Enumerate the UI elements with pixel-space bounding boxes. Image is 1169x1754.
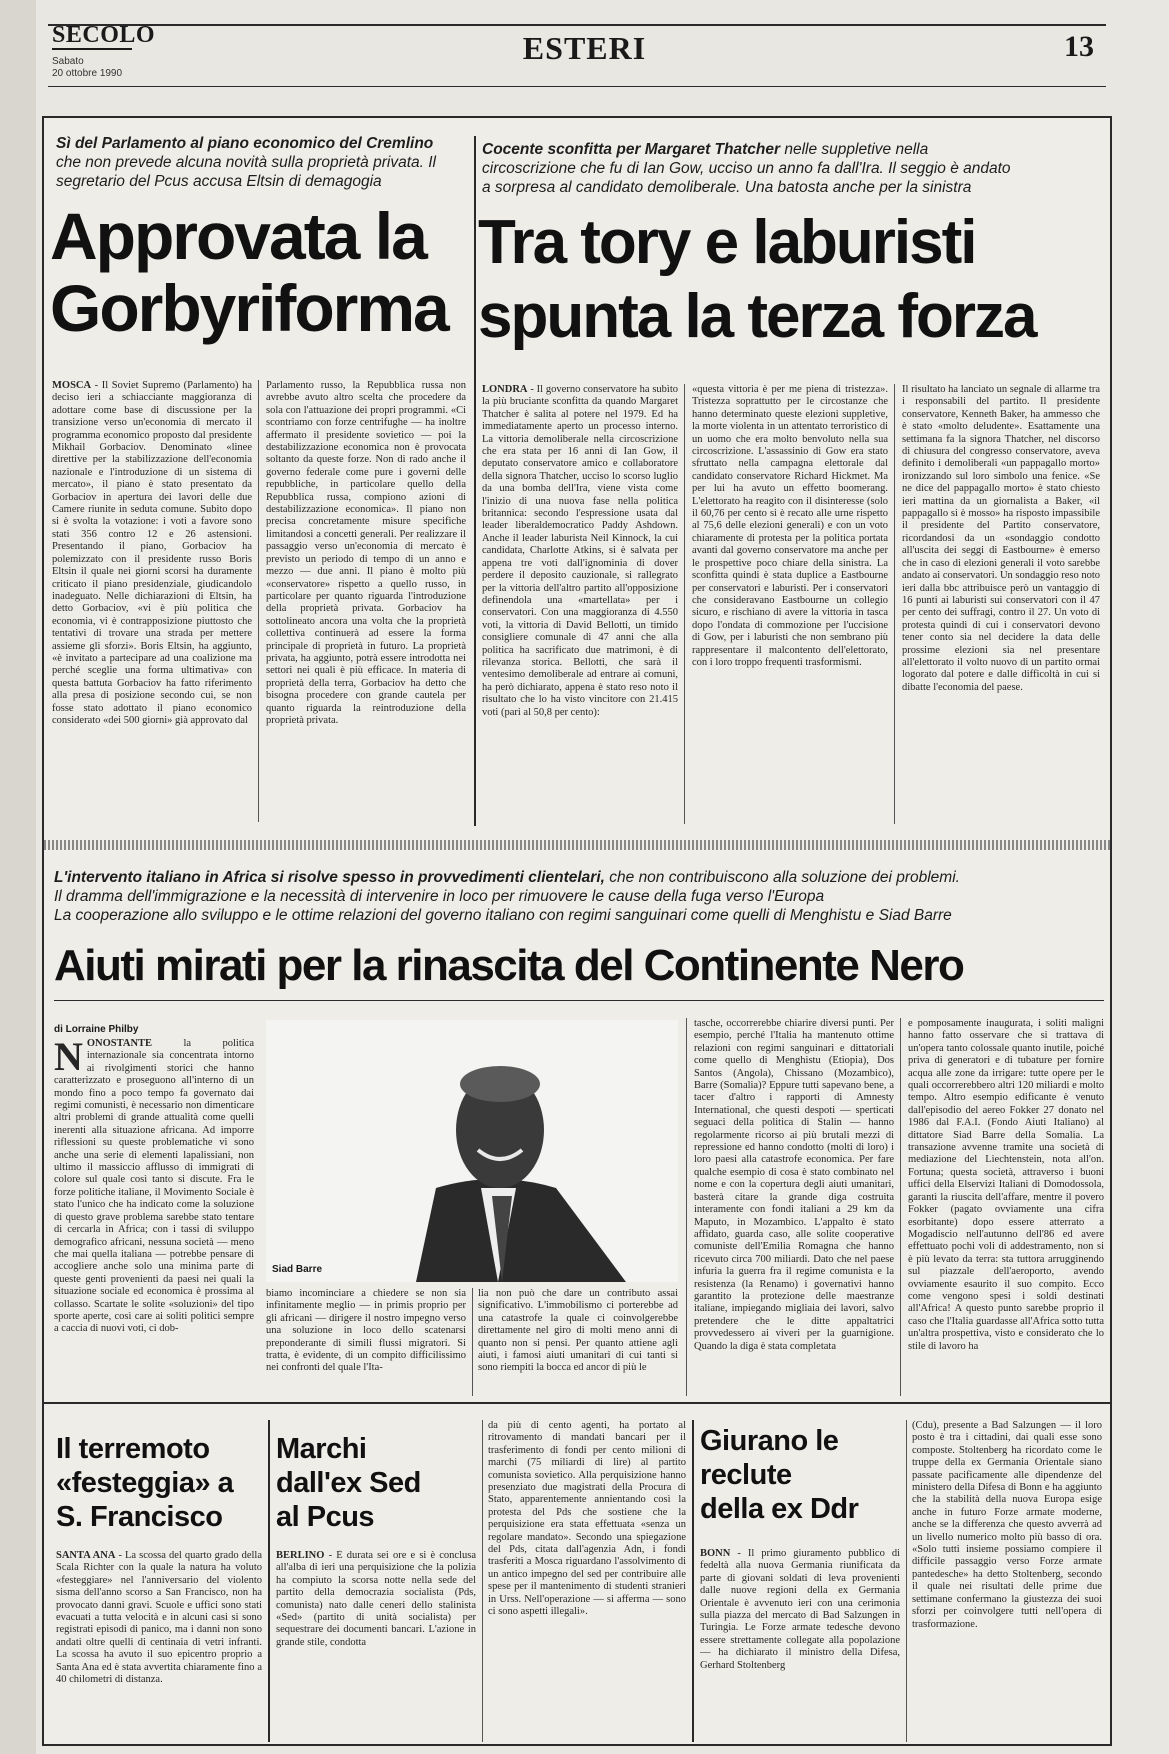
brief2-text2: da più di cento agenti, ha portato al ritrovamento di mandati bancari per il trasferimento di fondi per cento milioni di marchi (75 miliardi di lire) al partito comunista sovietico. Alla perquisizione hanno presenziato due magistrati della Procura di Stato, apparentemente annientando così la protesta del Pds che sostiene che la perquisizione era stata effettuata «senza un regolare mandato». Secondo una spiegazione del Pds, citata dall'agenzia Adn, i fondi trasferiti a Mosca riguardano l'assolvimento di un antico impegno del sed per contribuire alle spese per il mantenimento di studenti stranieri in Urss. Nell'operazione — si afferma — sono ci sono aspetti illegali». — [488, 1420, 686, 1618]
brief2-dateline: BERLINO — [276, 1550, 325, 1561]
story2-kicker — [482, 140, 1022, 197]
story3-column-2 — [266, 1288, 466, 1396]
brief2-column-rule — [482, 1420, 483, 1742]
story2-headline-line1: Tra tory e laburisti — [478, 208, 976, 277]
brief2-body-col1: BERLINO - È durata sei ore e si è conclusa all'alba di ieri una perquisizione che la polizia ha compiuto la scorsa notte nella sede del partito della democrazia socialista (Pds, comunista) nato dalle ceneri dello stalinista «Sed» (partito di unità socialista) per sequestrare dei documenti bancari. L'azione in grande stile, condotta — [276, 1550, 476, 1648]
story2-column-3-text: Il risultato ha lanciato un segnale di allarme tra i responsabili del partito. Il presidente conservatore, Kenneth Baker, ha ammesso che è stato «molto deludente». Esattamente una settimana fa la signora Thatcher, nel discorso di chiusura del congresso conservatore, aveva definito i demoliberali «un pappagallo morto» ironizzando sul loro simbolo una fenice. «Se ne dice del pappagallo morto» è stato chiesto ieri mattina da un giornalista a Baker, «il pappagallo si è mosso» ha risposto impassibile il presidente del Partito conservatore, ricordandosi da un «sondaggio condotto all'uscita dei seggi di Eastbourne» è emerso che in caso di elezioni generali il voto sarebbe andato ai conservatori. Un sondaggio reso noto ieri dalla bbc attribuisce però un vantaggio di 16 punti ai laburisti sui conservatori con il 47 per cento dei suffragi, contro il 27. Un voto di protesta quindi di cui i conservatori devono tener conto sia nel decidere la data delle prossime elezioni sia nel presentare all'elettorato il volto nuovo di un partito ormai logorato dal potere e dalle difficoltà in cui si dibatte l'economia del paese. — [902, 384, 1100, 693]
story3-byline: di Lorraine Philby — [54, 1024, 139, 1035]
story2-dateline: LONDRA — [482, 384, 528, 395]
story1-headline-line2: Gorbyriforma — [50, 271, 448, 345]
brief3-column-rule — [906, 1420, 907, 1742]
brief3-text: Il primo giuramento pubblico di fedeltà alla nuova Germania riunificata da parte di giovani soldati di leva provenienti dalle nuove regioni della ex Germania Orientale è avvenuto ieri con una cerimonia sulla piazza del mercato di Bad Salzungen in Turingia. Le Forze armate tedesche devono essere strettamente collegate alla popolazione — ha dichiarato il ministro della Difesa, Gerhard Stoltenberg — [700, 1548, 900, 1671]
brief3-title-line3: della ex Ddr — [700, 1493, 859, 1525]
section-divider — [44, 840, 1110, 850]
brief1-title-line1: Il terremoto — [56, 1433, 210, 1465]
story1-column-rule — [258, 380, 259, 822]
brief2-title-line3: al Pcus — [276, 1501, 375, 1533]
story1-kicker-bold: Sì del Parlamento al piano economico del Cremlino — [56, 135, 434, 152]
story3-column-2-text: biamo incominciare a chiedere se non sia infinitamente meglio — in primis proprio per gli africani — dirigere il nostro impegno verso una soluzione in loco dello scatenarsi preponderante di simili flussi migratori. Si tratta, è evidente, di un compito difficilissimo nei confronti del quale l'Ita- — [266, 1288, 466, 1374]
story1-column-1-text: Il Soviet Supremo (Parlamento) ha deciso ieri a schiacciante maggioranza di adottare come base di discussione per la transizione verso un'economia di mercato il programma economico proposto dal presidente Mikhail Gorbaciov. Denominato «linee direttive per la stabilizzazione dell'economia nazionale e l'introduzione di un sistema di mercato», il piano è stato presentato da Gorbaciov in apertura dei lavori delle due Camere riunite in seduta comune. Subito dopo si è svolta la votazione: i voti a favore sono stati 356 contro 12 e 26 astensioni. Presentando il piano, Gorbaciov ha polemizzato con il presidente russo Boris Eltsin il quale nei giorni scorsi ha duramente criticato il piano presidenziale, giudicandolo inadeguato. Nelle dichiarazioni di Eltsin, ha detto Gorbaciov, «vi è più politica che economia, vi è contrapposizione piuttosto che tentativi di trovare una strada per mettere assieme gli sforzi». Boris Eltsin, ha aggiunto, «è invitato a partecipare ad una coalizione ma perché sceglie una forma ultimativa» con questa battuta Gorbaciov ha fatto riferimento alla presa di posizione secondo cui, se non fosse stato adottato il piano economico considerato «dei 500 giorni» già approvato dal — [52, 380, 252, 726]
story1-kicker — [56, 134, 456, 191]
story3-dropcap: N — [54, 1038, 83, 1079]
brief1-title-line3: S. Francisco — [56, 1501, 223, 1533]
page-number: 13 — [1064, 30, 1094, 63]
story1-headline-line1: Approvata la — [50, 199, 426, 273]
story3-kicker-line2: Il dramma dell'immigrazione e la necessità di intervenire in loco per rimuovere le cause della fuga verso l'Europa — [54, 888, 825, 905]
page-edge — [0, 0, 36, 1754]
brief3-body-col1: BONN - Il primo giuramento pubblico di fedeltà alla nuova Germania riunificata da parte di giovani soldati di leva provenienti dalle nuove regioni della ex Germania Orientale è avvenuto ieri con una cerimonia sulla piazza del mercato di Bad Salzungen in Turingia. Le Forze armate tedesche devono essere strettamente collegate alla popolazione — ha dichiarato il ministro della Difesa, Gerhard Stoltenberg — [700, 1548, 900, 1671]
story1-column-2 — [266, 380, 466, 822]
story3-column-1 — [54, 1038, 254, 1396]
story1-headline — [50, 200, 470, 344]
story2-column-1: LONDRA - Il governo conservatore ha subìto la più bruciante sconfitta da quando Margaret Thatcher è salita al potere nel 1979. Ed ha immediatamente aperto un processo interno. La vittoria demoliberale nella circoscrizione che era stata per 16 anni di Ian Gow, il deputato conservatore amico e collaboratore della signora Thatcher, ucciso lo scorso luglio da una bomba dell'Ira, viene vista come l'inizio di una nuova fase nella politica britannica: secondo l'espressione usata dal leader liberaldemocratico Paddy Ashdown. Anche il leader laburista Neil Kinnock, la cui candidata, Charlotte Atkins, si è salvata per appena tre voti dall'ignominia di dover perdere il deposito cauzionale, si rallegrato per la vittoria dell'altro partito all'opposizione definendola una «martellata» per i conservatori. Con una maggioranza di 4.550 voti, la vittoria di David Bellotti, un timido consigliere comunale di 47 anni che alla politica ha sacrificato due matrimoni, è di rilevanza storica. Bellotti, che sarà il ventesimo demoliberale ad entrare ai comuni, ha però dichiarato, appena è stato reso noto il risultato che lo ha visto vincitore con 21.415 voti (pari al 50,8 per cento): — [482, 384, 678, 718]
brief3-body-col2 — [912, 1420, 1102, 1738]
masthead-logo: SECOLO — [52, 22, 156, 48]
brief3-title-line1: Giurano le — [700, 1425, 839, 1457]
briefs-top-rule — [44, 1402, 1110, 1404]
brief2-title-line1: Marchi — [276, 1433, 367, 1465]
story3-column-3 — [478, 1288, 678, 1396]
story3-headline: Aiuti mirati per la rinascita del Continente Nero — [54, 941, 964, 990]
story1-kicker-rest: che non prevede alcuna novità sulla proprietà privata. Il segretario del Pcus accusa Eltsin di demagogia — [56, 154, 436, 190]
story2-kicker-bold: Cocente sconfitta per Margaret Thatcher — [482, 141, 781, 158]
story3-kicker-line1 — [54, 868, 1104, 887]
story1-dateline: MOSCA — [52, 380, 92, 391]
story2-column-1-text: Il governo conservatore ha subìto la più bruciante sconfitta da quando Margaret Thatcher è salita al potere nel 1979. Ed ha immediatamente aperto un processo interno. La vittoria demoliberale nella circoscrizione che era stata per 16 anni di Ian Gow, il deputato conservatore amico e collaboratore della signora Thatcher, ucciso lo scorso luglio da una bomba dell'Ira, viene vista come l'inizio di una nuova fase nella politica britannica: secondo l'espressione usata dal leader liberaldemocratico Paddy Ashdown. Anche il leader laburista Neil Kinnock, la cui candidata, Charlotte Atkins, si è salvata per appena tre voti dall'ignominia di dover perdere il deposito cauzionale, si rallegrato per la vittoria dell'altro partito all'opposizione definendola una «martellata» per i conservatori. Con una maggioranza di 4.550 voti, la vittoria di David Bellotti, un timido consigliere comunale di 47 anni che alla politica ha sacrificato due matrimoni, è di rilevanza storica. Bellotti, che sarà il ventesimo demoliberale ad entrare ai comuni, ha però dichiarato, appena è stato reso noto il risultato che lo ha visto vincitore con 21.415 voti (pari al 50,8 per cento): — [482, 384, 678, 718]
section-title: ESTERI — [522, 30, 647, 66]
brief3-title-line2: reclute — [700, 1459, 792, 1491]
story3-kicker-line1-bold: L'intervento italiano in Africa si risolve spesso in provvedimenti clientelari, — [54, 869, 605, 886]
brief3-text2: (Cdu), presente a Bad Salzungen — il loro posto è tra i cittadini, dai quali esse sono composte. Stoltenberg ha ricordato come le truppe della ex Germania Orientale siano passate pacificamente alle dipendenze del ministero della Difesa di Bonn e ha aggiunto che la stabilità della nuova Europa esige anche in futuro Forze armate moderne, anche se la differenza che questo avverrà ad un livello numerico molto più basso di ora. «Solo tutti insieme possiamo compiere il difficile passaggio verso Forze armate pantedesche» ha detto Stoltenberg, secondo il quale nei risultati delle prime due settimane confermano la giustezza dei suoi sforzi per coinvolgere tutti nell'opera di trasformazione. — [912, 1420, 1102, 1630]
brief1-text: La scossa del quarto grado della Scala Richter con la quale la natura ha voluto «festeggiare» nel l'anniversario del violento sisma dell'anno scorso a San Francisco, non ha provocato danni gravi. Scuole e uffici sono stati evacuati a tutta velocità e in alcuni casi si sono registrati episodi di panico, ma i danni non sono andati oltre quelli di centinaia di vetri infranti. La scossa ha avuto il suo epicentro proprio a Santa Ana ed è stata avvertita chiaramente fino a 40 chilometri di distanza. — [56, 1550, 262, 1686]
story3-lead-word: ONOSTANTE — [86, 1038, 153, 1049]
portrait-illustration — [266, 1020, 678, 1282]
story3-column-rule-3 — [900, 1018, 901, 1396]
story3-column-5 — [908, 1018, 1104, 1396]
brief2-title-line2: dall'ex Sed — [276, 1467, 421, 1499]
story3-headline-rule — [54, 1000, 1104, 1001]
story3-column-rule-2 — [686, 1018, 687, 1396]
brief3-title — [700, 1424, 900, 1526]
story2-column-rule-2 — [894, 384, 895, 824]
story3-kicker — [54, 868, 1104, 925]
brief1-body: SANTA ANA - La scossa del quarto grado della Scala Richter con la quale la natura ha voluto «festeggiare» nel l'anniversario del violento sisma dell'anno scorso a San Francisco, non ha provocato danni gravi. Scuole e uffici sono stati evacuati a tutta velocità e in alcuni casi si sono registrati episodi di panico, ma i danni non sono andati oltre quelli di centinaia di vetri infranti. La scossa ha avuto il suo epicentro proprio a Santa Ana ed è stata avvertita chiaramente fino a 40 chilometri di distanza. — [56, 1550, 262, 1686]
story2-column-2 — [692, 384, 888, 824]
story1-column-2-text: Parlamento russo, la Repubblica russa non avrebbe avuto altro scelta che procedere da sola con l'attuazione dei propri programmi. «Ci scontriamo con forze centrifughe — ha inoltre affermato il presidente sovietico — poi la destabilizzazione economica non è provocata soltanto da queste forze. Non di rado anche il governo federale come pure i governi delle repubbliche, in particolare quello della Repubblica russa, compiono azioni di destabilizzazione economica». Il piano non precisa concretamente misure specifiche limitandosi a concetti generali. Per realizzare il passaggio verso un'economia di mercato è previsto un periodo di tempo di un anno e mezzo — due anni. Il piano è molto più «conservatore» rispetto a quello russo, in particolare per quanto riguarda l'introduzione della proprietà privata. Gorbaciov ha sottolineato ancora una volta che la proprietà collettiva continuerà ad essere la forma principale di proprietà in futuro. La proprietà privata, ha aggiunto, potrà essere introdotta nei settori nei quali è più efficace. In materia di proprietà della terra, Gorbaciov ha detto che bisogna procedere con grande cautela per quanto riguarda la reintroduzione della proprietà privata. — [266, 380, 466, 726]
story3-column-rule-1 — [472, 1288, 473, 1396]
story3-kicker-line1-rest: che non contribuiscono alla soluzione dei problemi. — [609, 869, 960, 886]
story-divider — [474, 136, 476, 826]
brief2-body-col2 — [488, 1420, 686, 1738]
story2-column-3 — [902, 384, 1100, 824]
brief1-dateline: SANTA ANA — [56, 1550, 116, 1561]
brief2-text: È durata sei ore e si è conclusa all'alba di ieri una perquisizione che la polizia ha compiuto la scorsa notte nella sede del partito della democrazia socialista (Pds, comunista) nato dalle ceneri dello stalinista «Sed» (partito di unità socialista) per sequestrare dei documenti bancari. L'azione in grande stile, condotta — [276, 1550, 476, 1648]
siad-barre-photo — [266, 1020, 678, 1282]
brief1-title — [56, 1432, 266, 1534]
story3-column-4 — [694, 1018, 894, 1396]
photo-caption: Siad Barre — [272, 1264, 323, 1275]
masthead-date-value: 20 ottobre 1990 — [52, 68, 123, 79]
brief-divider-1 — [268, 1420, 270, 1742]
story3-column-3-text: lia non può che dare un contributo assai significativo. L'immobilismo ci porterebbe ad una catastrofe la quale ci coinvolgerebbe direttamente nel giro di molti meno anni di quanto non si pensi. Per quanto attiene agli aiuti, i famosi aiuti umanitari di cui tanti si sono riempiti la bocca ed ancor di più le — [478, 1288, 678, 1374]
brief3-dateline: BONN — [700, 1548, 731, 1559]
story3-column-4-text: tasche, occorrerebbe chiarire diversi punti. Per esempio, perché l'Italia ha mantenuto ottime relazioni con regimi sanguinari e dittatoriali come quello di Menghistu (Etiopia), Dos Santos (Angola), Chissano (Mozambico), Barre (Somalia)? Eppure tutti sapevano bene, a tacer d'altro i rapporti di Amnesty International, che questi despoti — sperticati seguaci della politica di Stalin — hanno regolarmente ricorso ai più brutali mezzi di repressione ed hanno condotto (molti di loro) i loro paesi alla catastrofe economica. Per fare qualche esempio di cosa è stato combinato nel nome e con la copertura degli aiuti umanitari, basterà citare la grande diga costruita interamente con fondi italiani a 29 km da Maputo, in Mozambico. L'appalto è stato affidato, guarda caso, alle solite cooperative comuniste dell'Emilia Romagna che hanno ricevuto circa 700 miliardi. Dato che nel paese infuria la guerra fra il regime comunista e la resistenza (la Renamo) i governativi hanno garantito la protezione delle maestranze italiane, impiegando migliaia dei lavori, salvo pretendere che le ditte appaltatrici provvedessero ai viveri per la guarnigione. Quando la diga è stata completata — [694, 1018, 894, 1352]
story2-kicker-rest: nelle suppletive nella circoscrizione che fu di Ian Gow, ucciso un anno fa dall'Ira. Il seggio è andato a sorpresa al candidato demoliberale. Una batosta anche per la sinistra — [482, 141, 1011, 196]
brief2-title — [276, 1432, 476, 1534]
story3-column-1-text: la politica internazionale sia concentrata intorno ai rivolgimenti storici che hanno caratterizzato e proseguono all'interno di un mondo fino a poco tempo fa governato dai regimi comunisti, è necessario non dimenticare altri problemi di grande attualità come quelli inerenti alla situazione africana. Ad imporre riflessioni su queste problematiche vi sono anche una serie di elementi lapalissiani, non ultimo il massiccio afflusso di immigrati di colore sul quale così tanto si discute. Fra le forze politiche italiane, il Movimento Sociale è stato l'unico che ha indicato come la soluzione di questo grave problema sarebbe stato tentare di cercarla in Africa; con i tassi di sviluppo demografico africani, nessuna società — meno che mai quella italiana — potrebbe pensare di accogliere anche solo una minima parte di queste genti provenienti da paesi nei quali la situazione sociale ed economica è prossima al collasso. Scartate le solite «soluzioni» del tipo sporte aperte, così care ai soliti politici sempre a caccia di nuovi voti, ci dob- — [54, 1038, 254, 1335]
brief-divider-2 — [692, 1420, 694, 1742]
masthead-bottom-rule — [48, 86, 1106, 87]
masthead-top-rule — [48, 24, 1106, 26]
story1-column-1: MOSCA - Il Soviet Supremo (Parlamento) ha deciso ieri a schiacciante maggioranza di adottare come base di discussione per la transizione verso un'economia di mercato il programma economico proposto dal presidente Mikhail Gorbaciov. Denominato «linee direttive per la stabilizzazione dell'economia nazionale e l'introduzione di un sistema di mercato», il piano è stato presentato da Gorbaciov in apertura dei lavori delle due Camere riunite in seduta comune. Subito dopo si è svolta la votazione: i voti a favore sono stati 356 contro 12 e 26 astensioni. Presentando il piano, Gorbaciov ha polemizzato con il presidente russo Boris Eltsin il quale nei giorni scorsi ha duramente criticato il piano presidenziale, giudicandolo inadeguato. Nelle dichiarazioni di Eltsin, ha detto Gorbaciov, «vi è più politica che economia, vi è contrapposizione piuttosto che tentativi di trovare una strada per mettere assieme gli sforzi». Boris Eltsin, ha aggiunto, «è invitato a partecipare ad una coalizione ma perché sceglie una forma ultimativa» con questa battuta Gorbaciov ha fatto riferimento alla presa di posizione secondo cui, se non fosse stato adottato il piano economico considerato «dei 500 giorni» già approvato dal — [52, 380, 252, 726]
story2-headline-line2: spunta la terza forza — [478, 282, 1036, 351]
story2-column-rule-1 — [684, 384, 685, 824]
story3-column-5-text: e pomposamente inaugurata, i soliti maligni hanno fatto osservare che si trattava di un'opera tanto colossale quanto inutile, poiché priva di generatori e di tubature per fornire acqua alle zone da irrigare: tutte opere per le quali occorrerebbero altri 120 miliardi e molto tempo. Altro esempio edificante è venuto dall'episodio del aereo Fokker 27 donato nel 1986 dal F.A.I. (Fondo Aiuti Italiano) al dittatore Siad Barre della Somalia. La transazione avvenne tramite una società di mediazione del Liechtenstein, nota all'on. Fortuna; questa società, attraverso i buoni uffici della Elservizi Italiani di Domodossola, garantì la riuscita dell'affare, mentre il povero Fokker (pagato ovviamente una cifra esorbitante) dopo essere atterrato a Mogadiscio nell'autunno dell'86 ed avere effettuato pochi voli di addestramento, non si è più levato da terra: sta tuttora arrugginendo sul piazzale dell'aeroporto, avendo ovviamente esaurito il suo compito. Ecco come vengono spesi i soldi destinati all'Africa! A questo punto sarebbe proprio il caso che l'Italia guardasse all'Africa sotto tutta un'altra prospettiva, visto e considerato che lo stile di lavoro ha — [908, 1018, 1104, 1352]
brief1-title-line2: «festeggia» a — [56, 1467, 234, 1499]
story2-headline — [478, 206, 1098, 354]
masthead-day: Sabato — [52, 56, 84, 67]
story3-kicker-line3: La cooperazione allo sviluppo e le ottime relazioni del governo italiano con regimi sanguinari come quelli di Menghistu e Siad Barre — [54, 907, 952, 924]
story2-column-2-text: «questa vittoria è per me piena di tristezza». Tristezza soprattutto per le circostanze che hanno determinato queste elezioni suppletive, la morte violenta in un attentato terroristico di un uomo che era molto benvoluto nella sua circoscrizione. L'assassinio di Gow era stato sfruttato nella campagna elettorale dal candidato conservatore Richard Hickmet. Ma per lui ha avuto un effetto boomerang. L'elettorato ha reagito con il disinteresse (solo il 60,76 per cento si è recato alle urne rispetto al 75,6 delle elezioni generali) e con un voto chiaramente di protesta per la politica portata avanti dal governo conservatore ma anche per le prospettive poco chiare della sinistra. La sconfitta quindi è stata duplice a Eastbourne per conservatori e laburisti. Per i conservatori che consideravano Eastbourne un collegio sicuro, e rischiano di avere la vittoria in tasca dopo l'ondata di commozione per l'uccisione di Gow, per i laburisti che non sembrano più rappresentare il malcontento dell'elettorato, con i loro troppo frequenti trasformismi. — [692, 384, 888, 668]
